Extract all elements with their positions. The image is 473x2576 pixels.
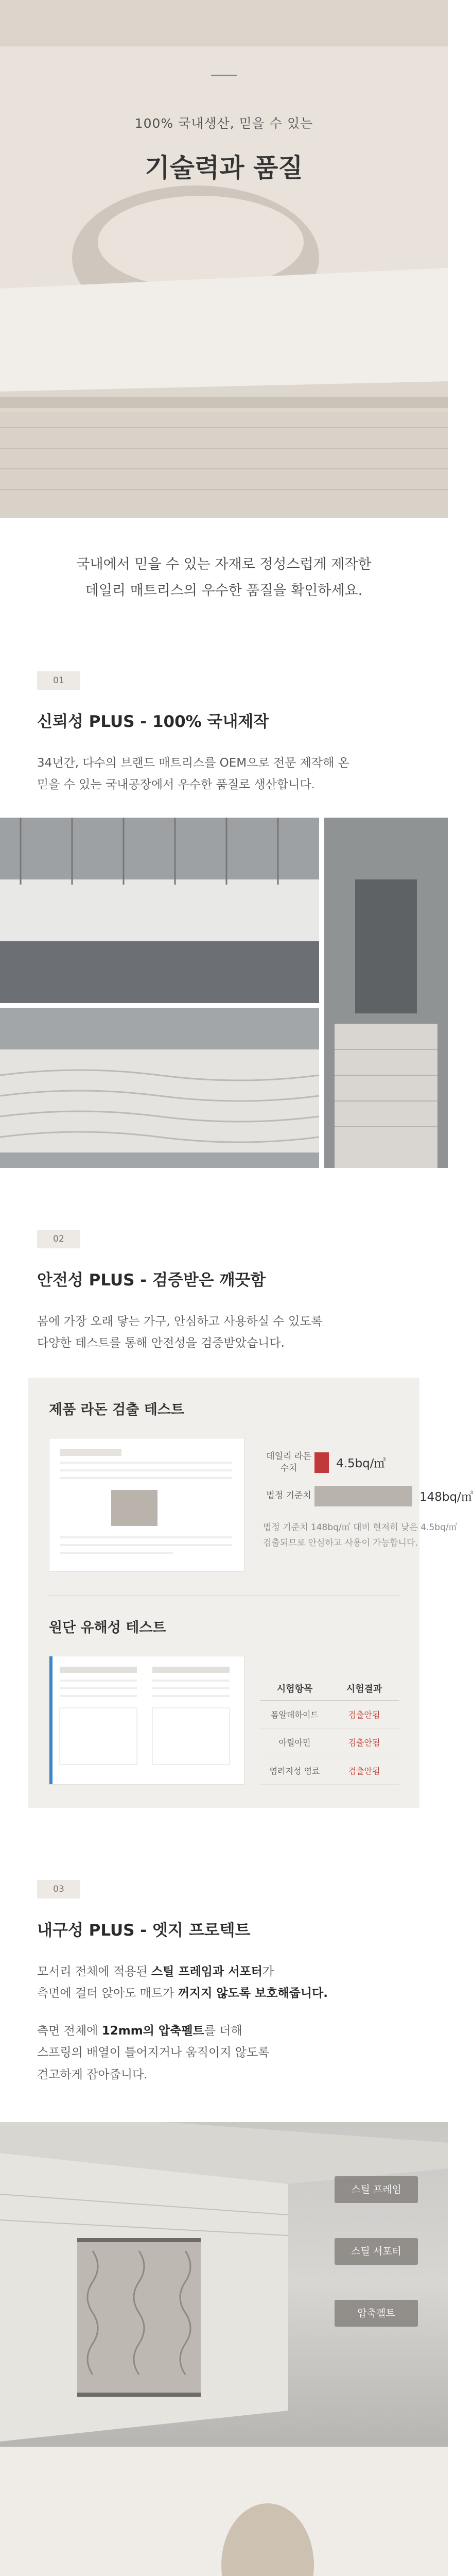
- desc-text: 측면에 걸터 앉아도 매트가: [37, 1987, 178, 2001]
- section-description: [37, 1961, 411, 2086]
- desc-line: 믿을 수 있는 국내공장에서 우수한 품질로 생산합니다.: [37, 778, 315, 792]
- table-row: [260, 1756, 399, 1784]
- desc-text: 측면 전체에: [37, 2024, 102, 2038]
- harm-item: 폼알데하이드: [260, 1700, 329, 1728]
- hero-title: 기술력과 품질: [145, 153, 303, 183]
- hero-photo: [0, 0, 448, 518]
- section-durability: [0, 1880, 448, 2086]
- table-row: [260, 1700, 399, 1728]
- mattress-cross-section-photo: [0, 2122, 448, 2447]
- harm-item: 아릴아민: [260, 1728, 329, 1756]
- factory-photo-sewing: [0, 818, 319, 1003]
- section-title: 신뢰성 PLUS - 100% 국내제작: [37, 712, 269, 731]
- desc-line: 다양한 테스트를 통해 안전성을 검증받았습니다.: [37, 1336, 285, 1350]
- divider: [49, 1595, 399, 1596]
- intro-text: [0, 518, 448, 671]
- radon-note-line: 검출되므로 안심하고 사용이 가능합니다.: [263, 1538, 418, 1549]
- section-title: 내구성 PLUS - 엣지 프로텍트: [37, 1921, 251, 1940]
- radon-measured-label: 데일리 라돈 수치: [266, 1451, 311, 1473]
- section-description: [37, 1311, 411, 1354]
- factory-photo-machine: [324, 818, 448, 1168]
- section-description: [37, 752, 411, 796]
- harm-test-title: 원단 유해성 테스트: [49, 1619, 166, 1636]
- factory-photo-springs: [0, 1008, 319, 1168]
- bedroom-photo: [0, 2447, 448, 2576]
- desc-highlight: 꺼지지 않도록 보호해줍니다.: [178, 1987, 328, 2001]
- desc-highlight: 12mm의 압축펠트: [101, 2024, 204, 2038]
- table-row: [260, 1728, 399, 1756]
- mattress-cross-section: [0, 2122, 448, 2447]
- harm-result: 검출안됨: [329, 1756, 399, 1784]
- steel-frame-tag: 스틸 프레임: [335, 2176, 418, 2203]
- harm-item: 염려지성 염료: [260, 1756, 329, 1784]
- harm-report-image: [49, 1656, 244, 1785]
- intro-line-1: 국내에서 믿을 수 있는 자재로 정성스럽게 제작한: [76, 556, 372, 572]
- hero-divider: [211, 75, 237, 76]
- radon-test-title: 제품 라돈 검출 테스트: [49, 1401, 184, 1418]
- desc-text: 모서리 전체에 적용된: [37, 1964, 151, 1978]
- section-number-badge: 01: [37, 671, 80, 690]
- radon-measured-value: 4.5bq/㎥: [336, 1457, 386, 1471]
- harm-results-table: [260, 1676, 399, 1785]
- radon-report-image: [49, 1438, 244, 1572]
- radon-note: [263, 1520, 473, 1551]
- desc-line: 34년간, 다수의 브랜드 매트리스를 OEM으로 전문 제작해 온: [37, 756, 349, 770]
- radon-note-line: 법정 기준치 148bq/㎥ 대비 현저히 낮은 4.5bq/㎥: [263, 1522, 458, 1533]
- section-safety: [0, 1230, 448, 1354]
- hero-section: [0, 0, 448, 518]
- radon-standard-label: 법정 기준치: [266, 1490, 311, 1501]
- desc-highlight: 스틸 프레임과 서포터: [151, 1964, 262, 1978]
- desc-line: [37, 1982, 411, 2005]
- radon-measured-bar: [314, 1452, 329, 1473]
- section-reliability: [0, 671, 448, 796]
- harm-result: 검출안됨: [329, 1700, 399, 1728]
- steel-supporter-tag: 스틸 서포터: [335, 2238, 418, 2265]
- harm-col-result: 시험결과: [329, 1676, 399, 1701]
- radon-standard-value: 148bq/㎥: [419, 1490, 473, 1504]
- desc-text: 가: [262, 1964, 274, 1978]
- harm-col-item: 시험항목: [260, 1676, 329, 1701]
- hero-subtitle: 100% 국내생산, 믿을 수 있는: [134, 116, 313, 131]
- test-results-box: [28, 1378, 473, 1808]
- radon-standard-bar: [314, 1486, 412, 1506]
- factory-photo-grid: [0, 818, 448, 1168]
- intro-line-2: 데일리 매트리스의 우수한 품질을 확인하세요.: [85, 583, 363, 599]
- compressed-felt-tag: 압축펠트: [335, 2300, 418, 2327]
- desc-line: 스프링의 배열이 틀어지거나 움직이지 않도록: [37, 2046, 270, 2060]
- desc-line: [37, 1961, 411, 1983]
- harm-result: 검출안됨: [329, 1728, 399, 1756]
- desc-line: 몸에 가장 오래 닿는 가구, 안심하고 사용하실 수 있도록: [37, 1314, 323, 1328]
- section-number-badge: 02: [37, 1230, 80, 1248]
- section-number-badge: 03: [37, 1880, 80, 1899]
- desc-line: [37, 2020, 411, 2042]
- desc-line: 견고하게 잡아줍니다.: [37, 2067, 148, 2081]
- section-title: 안전성 PLUS - 검증받은 깨끗함: [37, 1270, 266, 1290]
- desc-text: 를 더해: [204, 2024, 242, 2038]
